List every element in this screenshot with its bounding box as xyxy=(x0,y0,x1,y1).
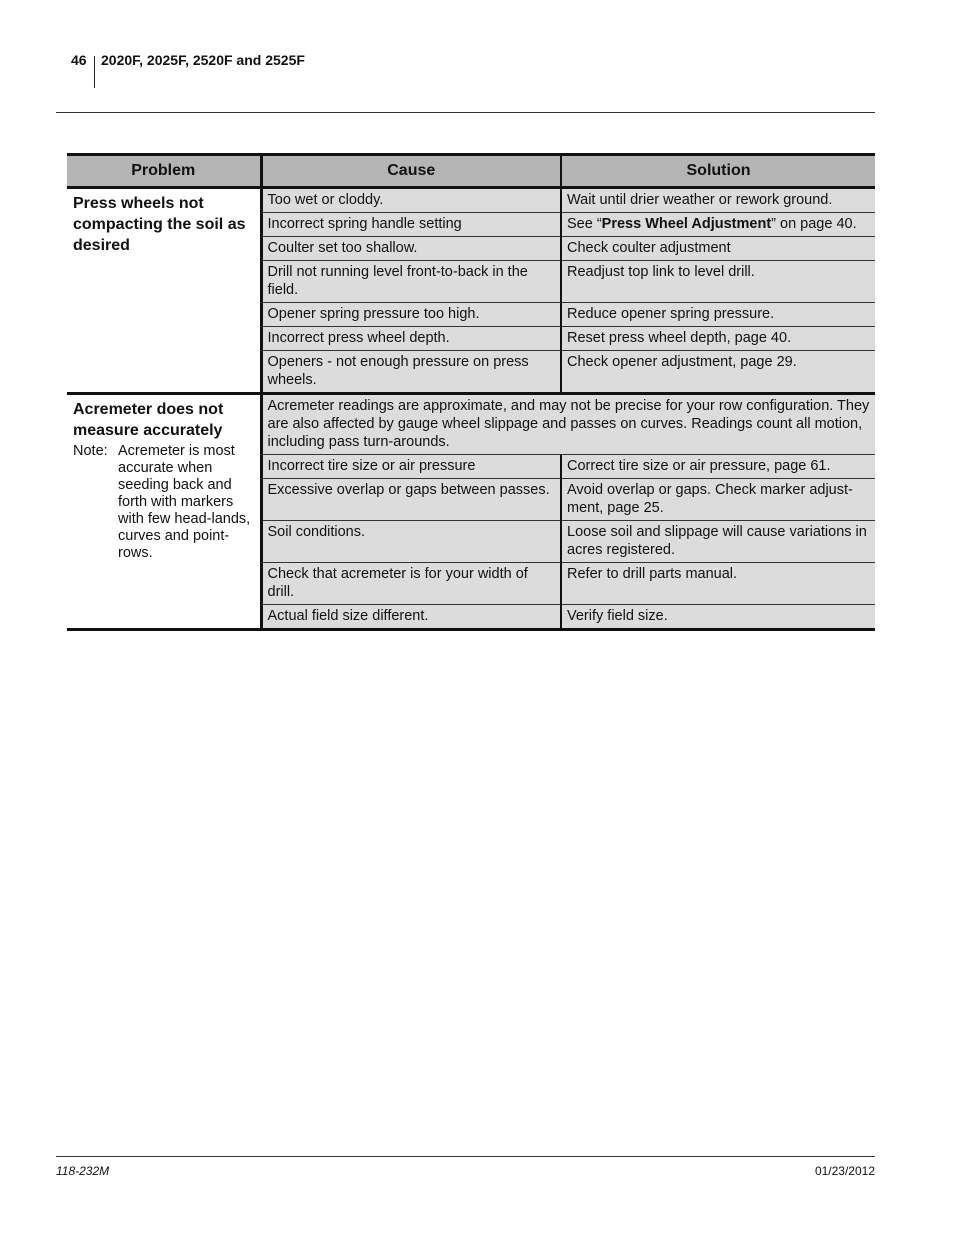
cause-cell: Soil conditions. xyxy=(261,521,561,563)
cause-cell: Openers - not enough pressure on press wheels. xyxy=(261,351,561,394)
table-row xyxy=(67,394,875,455)
cause-cell: Drill not running level front-to-back in the field. xyxy=(261,261,561,303)
problem-title: Press wheels not compacting the soil as desired xyxy=(73,195,246,254)
table-row xyxy=(67,188,875,213)
column-header-problem: Problem xyxy=(67,155,261,188)
solution-cell: Check opener adjustment, page 29. xyxy=(561,351,875,394)
cause-cell: Coulter set too shallow. xyxy=(261,237,561,261)
solution-cell: Reduce opener spring pressure. xyxy=(561,303,875,327)
solution-link-text: Press Wheel Adjustment xyxy=(601,216,772,232)
solution-cell: Loose soil and slippage will cause variations in acres registered. xyxy=(561,521,875,563)
column-header-cause: Cause xyxy=(261,155,561,188)
cause-cell: Excessive overlap or gaps between passes. xyxy=(261,479,561,521)
problem-title: Acremeter does not measure accurately xyxy=(73,401,224,439)
troubleshooting-table xyxy=(67,153,875,631)
page-number: 46 xyxy=(71,52,87,68)
solution-cell: Refer to drill parts manual. xyxy=(561,563,875,605)
problem-cell xyxy=(67,188,261,394)
document-number: 118-232M xyxy=(56,1164,110,1178)
footer-rule xyxy=(56,1156,875,1157)
page-title: 2020F, 2025F, 2520F and 2525F xyxy=(101,52,305,68)
cause-cell: Opener spring pressure too high. xyxy=(261,303,561,327)
cause-cell: Too wet or cloddy. xyxy=(261,188,561,213)
revision-date: 01/23/2012 xyxy=(814,1164,875,1178)
solution-cell: Readjust top link to level drill. xyxy=(561,261,875,303)
cause-cell: Incorrect tire size or air pressure xyxy=(261,455,561,479)
note-text: Acremeter is most accurate when seeding back and forth with markers with few head-lands, curves and point-rows. xyxy=(118,443,251,561)
header-rule xyxy=(56,112,875,113)
solution-text: See “ xyxy=(567,216,602,232)
solution-cell: Verify field size. xyxy=(561,605,875,630)
solution-cell: Wait until drier weather or rework ground. xyxy=(561,188,875,213)
solution-cell: Avoid overlap or gaps. Check marker adjust-ment, page 25. xyxy=(561,479,875,521)
header-divider xyxy=(94,56,95,88)
problem-cell xyxy=(67,394,261,630)
solution-cell xyxy=(561,213,875,237)
solution-cell: Check coulter adjustment xyxy=(561,237,875,261)
note-label: Note: xyxy=(73,443,108,459)
acremeter-general-note: Acremeter readings are approximate, and may not be precise for your row configuration. They are also affected by gauge wheel slippage and passes on curves. Readings count all motion, including pass turn-arounds. xyxy=(261,394,875,455)
solution-cell: Correct tire size or air pressure, page 61. xyxy=(561,455,875,479)
table-header-row xyxy=(67,155,875,188)
solution-cell: Reset press wheel depth, page 40. xyxy=(561,327,875,351)
cause-cell: Check that acremeter is for your width of drill. xyxy=(261,563,561,605)
cause-cell: Actual field size different. xyxy=(261,605,561,630)
cause-cell: Incorrect spring handle setting xyxy=(261,213,561,237)
problem-note xyxy=(73,443,254,562)
cause-cell: Incorrect press wheel depth. xyxy=(261,327,561,351)
column-header-solution: Solution xyxy=(561,155,875,188)
solution-text: ” on page 40. xyxy=(771,216,857,232)
